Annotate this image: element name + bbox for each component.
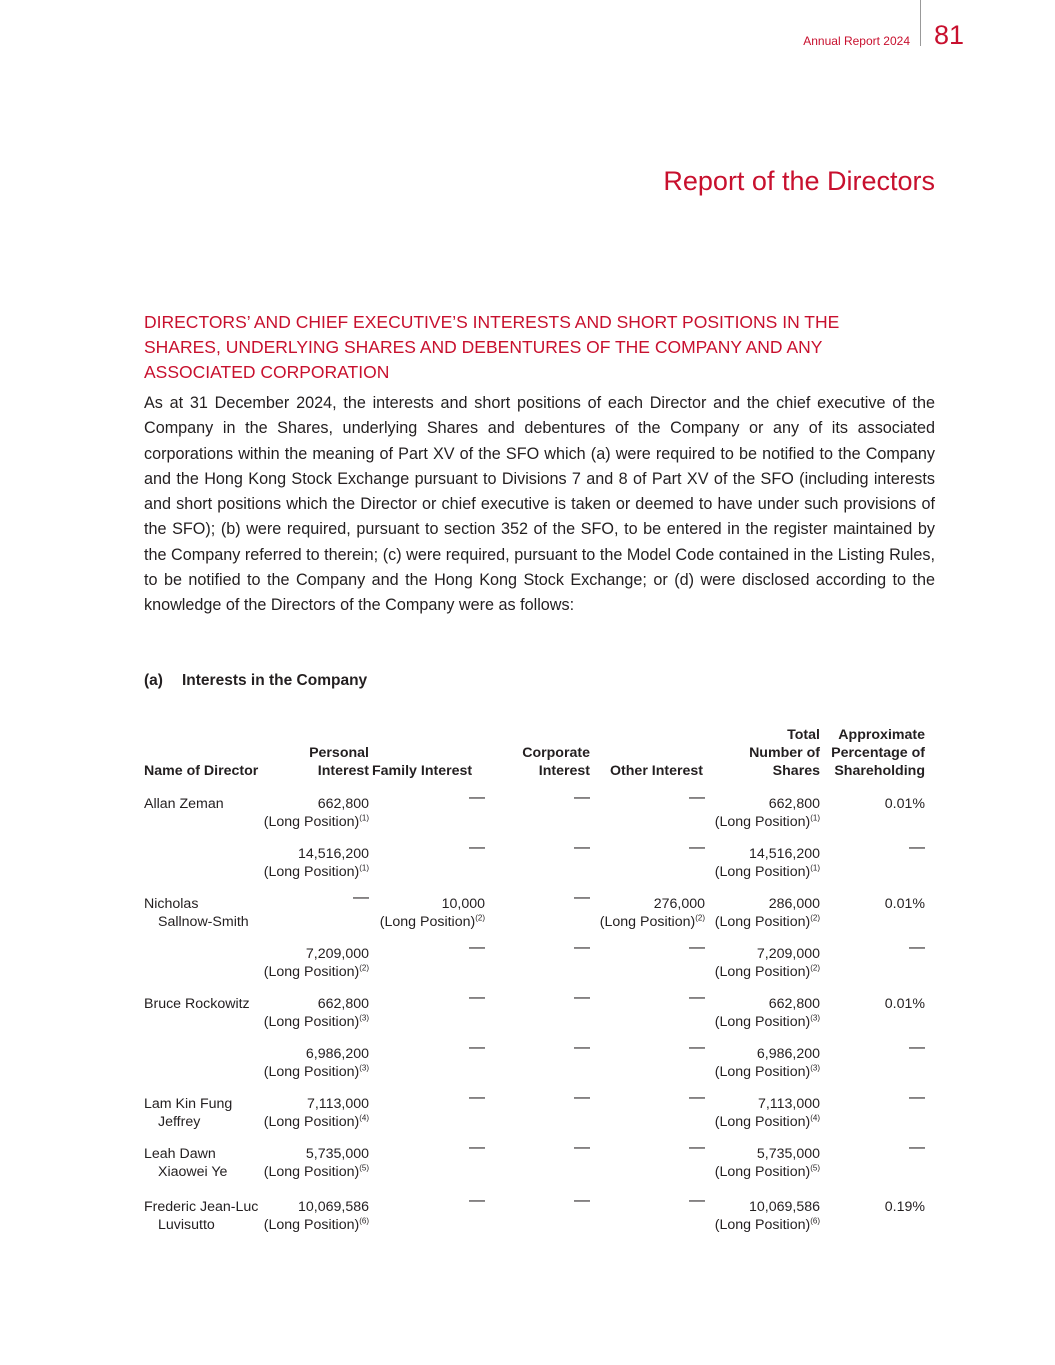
director-name-line1: Leah Dawn [144,1146,216,1162]
footnote-ref: (2) [359,963,369,973]
family-interest-dash: — [469,1089,485,1106]
footnote-ref: (3) [359,1063,369,1073]
header-personal-line1: Personal [309,745,369,761]
long-position-label: (Long Position) [714,914,811,930]
footnote-ref: (6) [810,1216,820,1226]
total-shares-position [715,863,820,881]
header-divider [920,0,921,46]
header-name: Name of Director [144,763,259,779]
director-name-line2: Jeffrey [158,1114,201,1130]
director-name [144,1198,258,1234]
other-interest-cell [600,895,705,931]
total-shares-cell [715,945,820,981]
total-shares-cell [715,1198,820,1234]
personal-interest-value: 10,069,586 [297,1199,369,1215]
footnote-ref: (4) [359,1113,369,1123]
report-label: Annual Report 2024 [803,34,910,48]
corporate-interest-dash: — [574,1192,590,1209]
other-interest-value: 276,000 [653,896,705,912]
other-interest-dash: — [689,839,705,856]
header-pct-line3: Shareholding [834,763,925,779]
other-interest-dash: — [689,989,705,1006]
personal-interest-value: 14,516,200 [297,846,369,862]
long-position-label: (Long Position) [714,1014,811,1030]
intro-paragraph: As at 31 December 2024, the interests and short positions of each Director and the chief executive of the Company in the Shares, underlying Shares and debentures of the Company or any of its associated corporations within the meaning of Part XV of the SFO which (a) were required to be notified to the Company and the Hong Kong Stock Exchange pursuant to Divisions 7 and 8 of Part XV of the SFO (including interests and short positions which the Director or chief executive is taken or deemed to have under such provisions of the SFO); (b) were required, pursuant to section 352 of the SFO, to be entered in the register maintained by the Company referred to therein; (c) were required, pursuant to the Model Code contained in the Listing Rules, to be notified to the Company and the Hong Kong Stock Exchange; or (d) were disclosed according to the knowledge of the Directors of the Company were as follows: [144,394,935,615]
director-name [144,1145,227,1181]
corporate-interest-dash: — [574,789,590,806]
long-position-label: (Long Position) [263,1217,360,1233]
other-interest-dash: — [689,939,705,956]
long-position-label: (Long Position) [714,1164,811,1180]
personal-interest-cell [264,945,369,981]
family-interest-dash: — [469,1039,485,1056]
long-position-label: (Long Position) [263,1014,360,1030]
page-title: Report of the Directors [663,166,935,196]
shareholding-percentage: 0.01% [884,896,925,912]
total-shares-position [715,963,820,981]
corporate-interest-dash: — [574,839,590,856]
personal-interest-value: 7,113,000 [306,1096,369,1112]
total-shares-value: 14,516,200 [748,846,820,862]
footnote-ref: (2) [810,913,820,923]
table-row [0,1089,1055,1135]
long-position-label: (Long Position) [379,914,476,930]
shareholding-percentage-dash: — [909,1089,925,1106]
total-shares-value: 10,069,586 [748,1199,820,1215]
header-pct-line2: Percentage of [831,745,925,761]
header-family: Family Interest [372,763,473,779]
header-total-line2: Number of [749,745,820,761]
long-position-label: (Long Position) [263,864,360,880]
director-name-line2: Sallnow-Smith [158,914,249,930]
personal-interest-position [264,963,369,981]
page-number: 81 [934,20,965,50]
long-position-label: (Long Position) [263,1164,360,1180]
personal-interest-cell [264,1095,369,1131]
footnote-ref: (4) [810,1113,820,1123]
other-interest-dash: — [689,1139,705,1156]
personal-interest-cell [264,845,369,881]
personal-interest-value: 6,986,200 [305,1046,369,1062]
table-row [0,989,1055,1035]
total-shares-value: 7,209,000 [756,946,820,962]
subsection-title: Interests in the Company [182,672,368,689]
total-shares-cell [715,795,820,831]
header-corporate-line2: Interest [538,763,590,779]
footnote-ref: (2) [475,913,485,923]
total-shares-cell [715,895,820,931]
other-interest-dash: — [689,1192,705,1209]
long-position-label: (Long Position) [714,1114,811,1130]
total-shares-position [715,1113,820,1131]
corporate-interest-dash: — [574,1039,590,1056]
shareholding-percentage-dash: — [909,1139,925,1156]
director-name [144,1095,232,1131]
header-total-line1: Total [787,727,820,743]
corporate-interest-dash: — [574,989,590,1006]
personal-interest-value: 662,800 [317,796,369,812]
family-interest-dash: — [469,939,485,956]
personal-interest-value: 5,735,000 [305,1146,369,1162]
footnote-ref: (1) [810,813,820,823]
family-interest-position [380,913,485,931]
total-shares-position [715,813,820,831]
total-shares-value: 5,735,000 [756,1146,820,1162]
shareholding-percentage-dash: — [909,1039,925,1056]
footnote-ref: (1) [359,863,369,873]
long-position-label: (Long Position) [714,814,811,830]
header-total [749,726,820,780]
corporate-interest-dash: — [574,939,590,956]
total-shares-position [715,1216,820,1234]
long-position-label: (Long Position) [263,964,360,980]
personal-interest-value: 7,209,000 [305,946,369,962]
table-row [0,789,1055,835]
long-position-label: (Long Position) [714,864,811,880]
footnote-ref: (5) [810,1163,820,1173]
long-position-label: (Long Position) [599,914,696,930]
family-interest-dash: — [469,1192,485,1209]
header-other: Other Interest [610,763,704,779]
director-name-line2: Luvisutto [158,1217,215,1233]
table-row [0,1192,1055,1238]
personal-interest-position [264,1163,369,1181]
footnote-ref: (1) [359,813,369,823]
total-shares-cell [715,845,820,881]
footnote-ref: (6) [359,1216,369,1226]
total-shares-position [715,1163,820,1181]
family-interest-value: 10,000 [441,896,485,912]
other-interest-dash: — [689,789,705,806]
personal-interest-cell [264,1145,369,1181]
total-shares-value: 662,800 [768,796,820,812]
long-position-label: (Long Position) [714,964,811,980]
personal-interest-cell [264,795,369,831]
long-position-label: (Long Position) [263,814,360,830]
director-name [144,995,250,1013]
personal-interest-position [264,1013,369,1031]
personal-interest-position [264,1113,369,1131]
other-interest-dash: — [689,1089,705,1106]
footnote-ref: (3) [810,1063,820,1073]
shareholding-percentage-dash: — [909,839,925,856]
header-personal-line2: Interest [317,763,369,779]
header-pct-line1: Approximate [838,727,925,743]
personal-interest-cell [264,1045,369,1081]
total-shares-position [715,1063,820,1081]
director-name-line1: Allan Zeman [144,796,224,812]
table-row [0,1039,1055,1085]
footnote-ref: (5) [359,1163,369,1173]
family-interest-dash: — [469,989,485,1006]
footnote-ref: (1) [810,863,820,873]
subsection-number: (a) [144,672,163,689]
personal-interest-position [264,1063,369,1081]
corporate-interest-dash: — [574,889,590,906]
table-header [144,724,935,780]
total-shares-position [715,1013,820,1031]
other-interest-dash: — [689,1039,705,1056]
shareholding-percentage: 0.01% [884,996,925,1012]
table-row [0,1139,1055,1185]
total-shares-value: 286,000 [768,896,820,912]
other-interest-position [600,913,705,931]
shareholding-percentage-dash: — [909,939,925,956]
director-name-line2: Xiaowei Ye [158,1164,228,1180]
footnote-ref: (2) [695,913,705,923]
personal-interest-value: 662,800 [317,996,369,1012]
table-row [0,939,1055,985]
long-position-label: (Long Position) [263,1114,360,1130]
long-position-label: (Long Position) [263,1064,360,1080]
director-name-line1: Frederic Jean-Luc [144,1199,259,1215]
personal-interest-cell [264,995,369,1031]
personal-interest-dash: — [353,889,369,906]
total-shares-value: 7,113,000 [757,1096,820,1112]
corporate-interest-dash: — [574,1089,590,1106]
family-interest-dash: — [469,1139,485,1156]
family-interest-dash: — [469,839,485,856]
shareholding-percentage: 0.19% [884,1199,925,1215]
total-shares-position [715,913,820,931]
header-total-line3: Shares [772,763,820,779]
shareholding-percentage: 0.01% [884,796,925,812]
personal-interest-cell [264,1198,369,1234]
total-shares-cell [715,1095,820,1131]
personal-interest-position [264,1216,369,1234]
header-corporate [522,744,590,780]
personal-interest-position [264,863,369,881]
subsection-heading [144,672,367,690]
director-name [144,795,224,813]
corporate-interest-dash: — [574,1139,590,1156]
family-interest-dash: — [469,789,485,806]
director-name-line1: Bruce Rockowitz [144,996,250,1012]
long-position-label: (Long Position) [714,1217,811,1233]
footnote-ref: (2) [810,963,820,973]
section-heading: DIRECTORS’ AND CHIEF EXECUTIVE’S INTERESTS AND SHORT POSITIONS IN THE SHARES, UNDERLYING SHARES AND DEBENTURES OF THE COMPANY AND ANY ASSOCIATED CORPORATION [144,312,840,382]
table-row [0,839,1055,885]
total-shares-cell [715,995,820,1031]
total-shares-cell [715,1045,820,1081]
header-corporate-line1: Corporate [522,745,590,761]
footnote-ref: (3) [810,1013,820,1023]
long-position-label: (Long Position) [714,1064,811,1080]
header-personal [309,744,369,780]
director-name-line1: Nicholas [144,896,199,912]
footnote-ref: (3) [359,1013,369,1023]
table-row [0,889,1055,935]
director-name-line1: Lam Kin Fung [144,1096,233,1112]
header-percentage [831,726,925,780]
director-name [144,895,249,931]
total-shares-cell [715,1145,820,1181]
personal-interest-position [264,813,369,831]
total-shares-value: 6,986,200 [756,1046,820,1062]
total-shares-value: 662,800 [768,996,820,1012]
family-interest-cell [380,895,485,931]
